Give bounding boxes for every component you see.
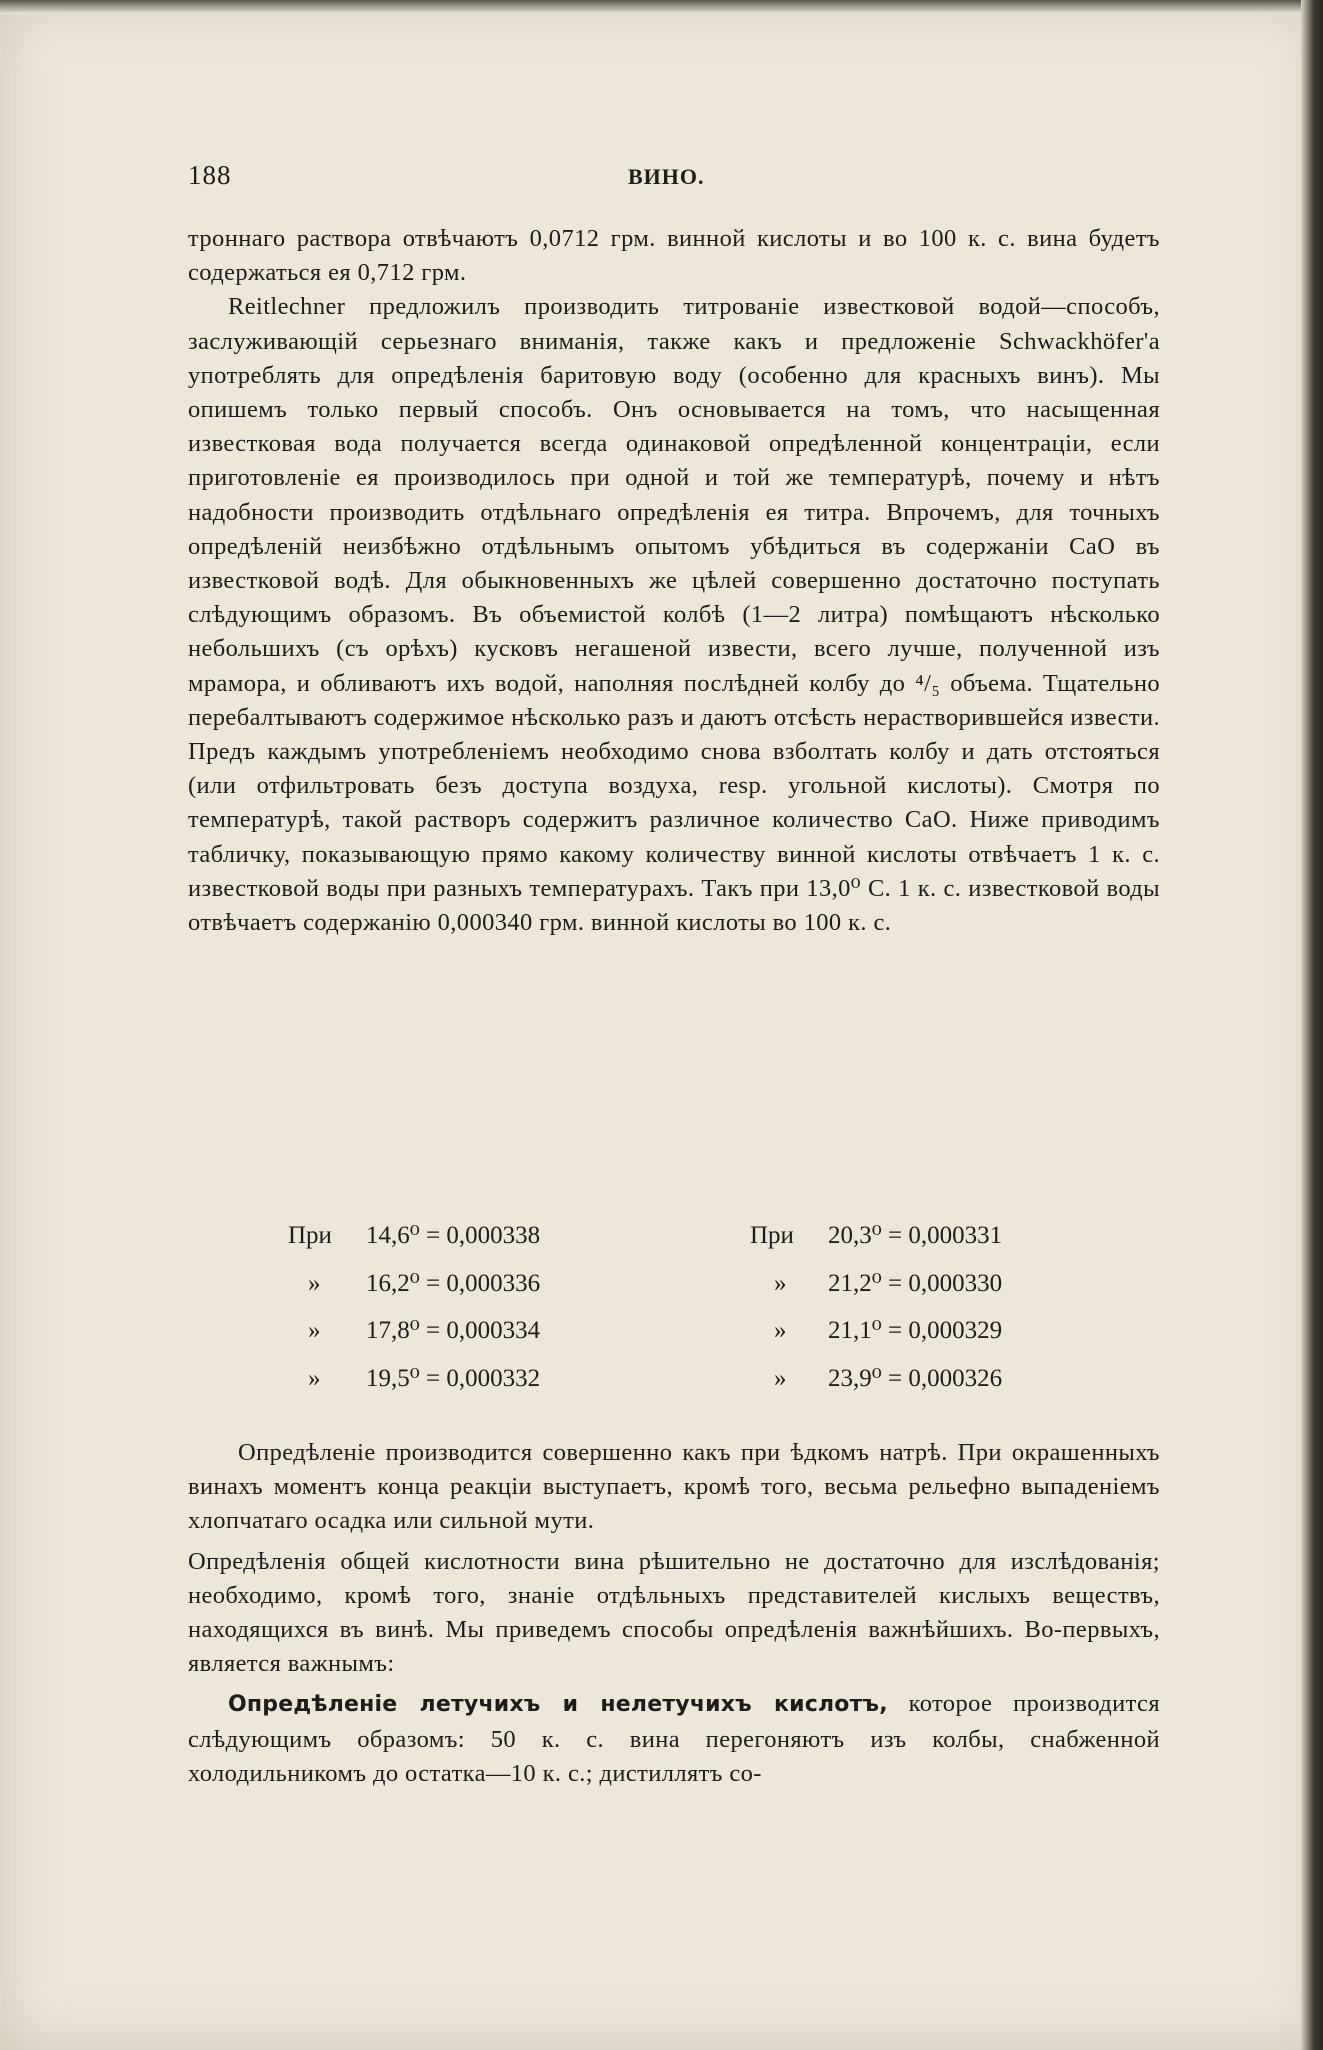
page-number: 188 <box>188 160 232 190</box>
paragraph-continuation: троннаго раствора отвѣчаютъ 0,0712 грм. винной кислоты и во 100 к. с. вина будетъ содержаться ея 0,712 грм. <box>188 225 1160 287</box>
section-heading: Опредѣленіе летучихъ и нелетучихъ кислотъ, <box>228 1692 888 1718</box>
paragraph-acidity: Опредѣленія общей кислотности вина рѣшительно не достаточно для изслѣдованія; необходимо, кромѣ того, знаніе отдѣльныхъ представителей кислыхъ веществъ, находящихся въ винѣ. Мы приведемъ способы опредѣленія важнѣйшихъ. Во-первыхъ, является важнымъ: <box>188 1547 1160 1678</box>
table-row: » 17,8⁰ = 0,000334 <box>308 1317 541 1344</box>
table-row: При 14,6⁰ = 0,000338 <box>288 1222 541 1249</box>
paragraph-volatile-acids <box>188 1687 1160 1791</box>
table-row: » 19,5⁰ = 0,000332 <box>308 1364 541 1392</box>
table-row: » 16,2⁰ = 0,000336 <box>308 1269 541 1297</box>
table-row: » 21,2⁰ = 0,000330 <box>774 1269 1003 1297</box>
table-row: » 21,1⁰ = 0,000329 <box>774 1317 1003 1344</box>
paragraph-reitlechner: Reitlechner предложилъ производить титрованіе известковой водой—способъ, заслуживающій серьезнаго вниманія, также какъ и предложеніе Schwackhöfer'а употреблять для опредѣленія баритовую воду (особенно для красныхъ винъ). Мы опишемъ только первый способъ. Онъ основывается на томъ, что насыщенная известковая вода получается всегда одинаковой опредѣленной концентраціи, если приготовленіе ея производилось при одной и той же температурѣ, почему и нѣтъ надобности производить отдѣльнаго опредѣленія ея титра. Впрочемъ, для точныхъ опредѣленій неизбѣжно отдѣльнымъ опытомъ убѣдиться въ содержаніи CaO въ известковой водѣ. Для обыкновенныхъ же цѣлей совершенно достаточно поступать слѣдующимъ образомъ. Въ объемистой колбѣ (1—2 литра) помѣщаютъ нѣсколько небольшихъ (съ орѣхъ) кусковъ негашеной извести, всего лучше, полученной изъ мрамора, и обливаютъ ихъ водой, наполняя послѣдней колбу до ⁴/₅ объема. Тщательно перебалтываютъ содержимое нѣсколько разъ и даютъ отсѣсть нерастворившейся извести. Предъ каждымъ употребленіемъ необходимо снова взболтать колбу и дать отстояться (или отфильтровать безъ доступа воздуха, resp. угольной кислоты). Смотря по температурѣ, такой растворъ содержитъ различное количество CaO. Ниже приводимъ табличку, показывающую прямо какому количеству винной кислоты отвѣчаетъ 1 к. с. известковой воды при разныхъ температурахъ. Такъ при 13,0⁰ C. 1 к. с. известковой воды отвѣчаетъ содержанію 0,000340 грм. винной кислоты во 100 к. с. <box>188 293 1160 937</box>
temperature-table <box>188 1212 1160 1412</box>
running-title: ВИНО. <box>628 164 705 189</box>
paragraph-determination: Опредѣленіе производится совершенно какъ при ѣдкомъ натрѣ. При окрашенныхъ винахъ моментъ конца реакціи выступаетъ, кромѣ того, весьма рельефно выпаденіемъ хлопчатаго осадка или сильной мути. <box>188 1439 1160 1535</box>
page-header <box>188 160 1160 194</box>
page-top-edge <box>0 0 1323 14</box>
table-row: » 23,9⁰ = 0,000326 <box>774 1364 1003 1392</box>
page-binding-edge <box>1301 0 1323 2050</box>
table-column-left <box>288 1212 540 1402</box>
table-row: При 20,3⁰ = 0,000331 <box>750 1222 1003 1249</box>
body-text-upper <box>188 222 1160 940</box>
table-column-right <box>750 1212 1002 1402</box>
body-text-lower <box>188 1436 1160 1791</box>
paragraph-volatile-acids-text: которое производится слѣдующимъ образомъ: 50 к. с. вина перегоняютъ изъ колбы, снабженной холодильникомъ до остатка—10 к. с.; дистиллятъ со- <box>188 1690 1160 1787</box>
